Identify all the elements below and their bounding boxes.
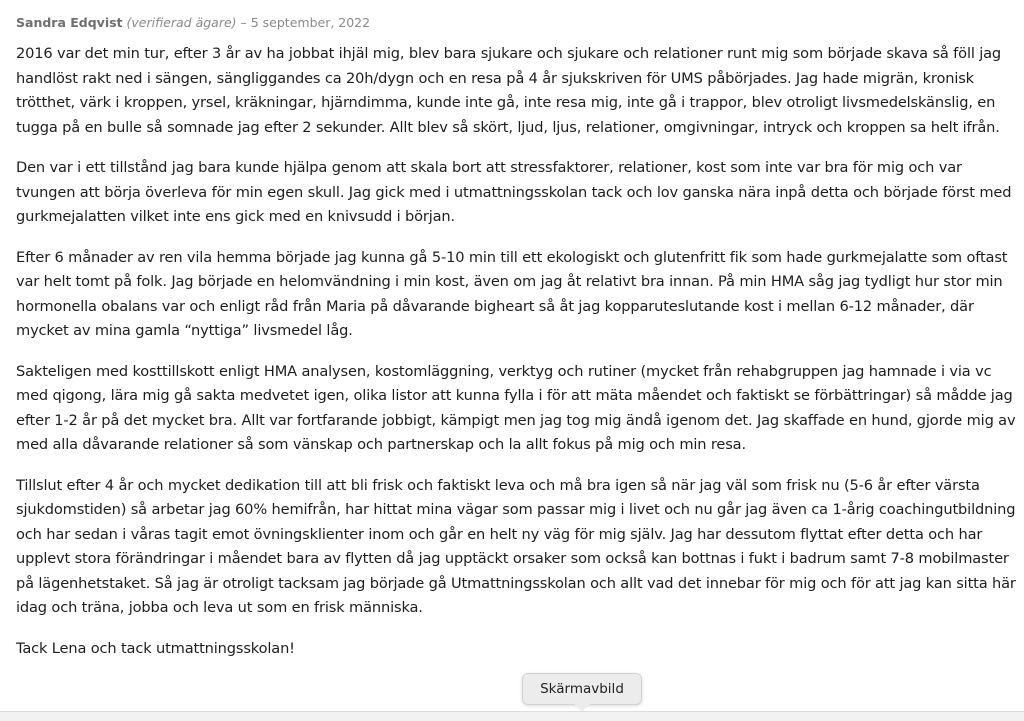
- verified-owner-label: (verifierad ägare): [126, 15, 237, 30]
- review-paragraph: Tillslut efter 4 år och mycket dedikation till att bli frisk och faktiskt leva och må bra igen så när jag väl som frisk nu (5-6 år efter värsta sjukdomstiden) så arbetar jag 60% hemifrån, har hittat mina vägar som passar mig i livet och nu går jag även ca 1-årig coachingutbildning och har sedan i våras tagit emot övningsklienter inom och går en helt ny väg för mig själv. Jag har dessutom flyttat efter detta och har upplevt stora förändringar i måendet bara av flytten då jag upptäckt orsaker som också kan bottnas i fukt i badrum samt 7-8 mobilmaster på lägenhetstaket. Så jag är otroligt tacksam jag började gå Utmattningsskolan och allt vad det innebar för mig och för att jag kan sitta här idag och träna, jobba och leva ut som en frisk människa.: [16, 476, 1016, 616]
- review-paragraph: 2016 var det min tur, efter 3 år av ha jobbat ihjäl mig, blev bara sjukare och sjukare och relationer runt mig som började skava så föll jag handlöst rakt ned i sängen, sängliggandes ca 20h/dygn och en resa på 4 år sjukskriven för UMS påbörjades. Jag hade migrän, kronisk trötthet, värk i kroppen, yrsel, kräkningar, hjärndimma, kunde inte gå, inte resa mig, inte gå i trappor, blev otroligt livsmedelskänslig, en tugga på en bulle så somnade jag efter 2 sekunder. Allt blev så skört, ljud, ljus, relationer, omgivningar, intryck och kroppen sa helt ifrån.: [16, 45, 1002, 136]
- review-paragraph: Sakteligen med kosttillskott enligt HMA analysen, kostomläggning, verktyg och rutiner (mycket från rehabgruppen jag hamnade i via vc med qigong, lära mig gå sakta medvetet igen, olika listor att kunna fylla i för att mäta måendet och faktiskt se förbättringar) så mådde jag efter 1-2 år på det mycket bra. Allt var fortfarande jobbigt, kämpigt men jag tog mig ändå igenom det. Jag skaffade en hund, gjorde mig av med alla dåvarande relationer så som vänskap och partnerskap och la allt fokus på mig och min resa.: [16, 362, 1016, 453]
- review-body: [16, 42, 1016, 661]
- screenshot-tooltip: Skärmavbild: [522, 673, 642, 705]
- review-author: Sandra Edqvist: [16, 15, 123, 30]
- review-paragraph: Den var i ett tillstånd jag bara kunde hjälpa genom att skala bort att stressfaktorer, relationer, kost som inte var bra för mig och var tvungen att börja överleva för min egen skull. Jag gick med i utmattningsskolan tack och lov ganska nära inpå detta och började först med gurkmejalatten vilket inte ens gick med en knivsudd i början.: [16, 159, 1012, 225]
- review-date: 5 september, 2022: [250, 15, 371, 30]
- review-paragraph: Efter 6 månader av ren vila hemma började jag kunna gå 5-10 min till ett ekologiskt och glutenfritt fik som hade gurkmejalatte som oftast var helt tomt på folk. Jag började en helomvändning i min kost, även om jag åt relativt bra innan. På min HMA såg jag tydligt hur stor min hormonella obalans var och enligt råd från Maria på dåvarande bigheart så åt jag kopparuteslutande kost i mellan 6-12 månader, där mycket av mina gamla “nyttiga” livsmedel låg.: [16, 248, 1008, 339]
- review-meta: [16, 14, 1016, 32]
- review-paragraph: Tack Lena och tack utmattningsskolan!: [16, 639, 295, 657]
- meta-separator: –: [236, 15, 251, 30]
